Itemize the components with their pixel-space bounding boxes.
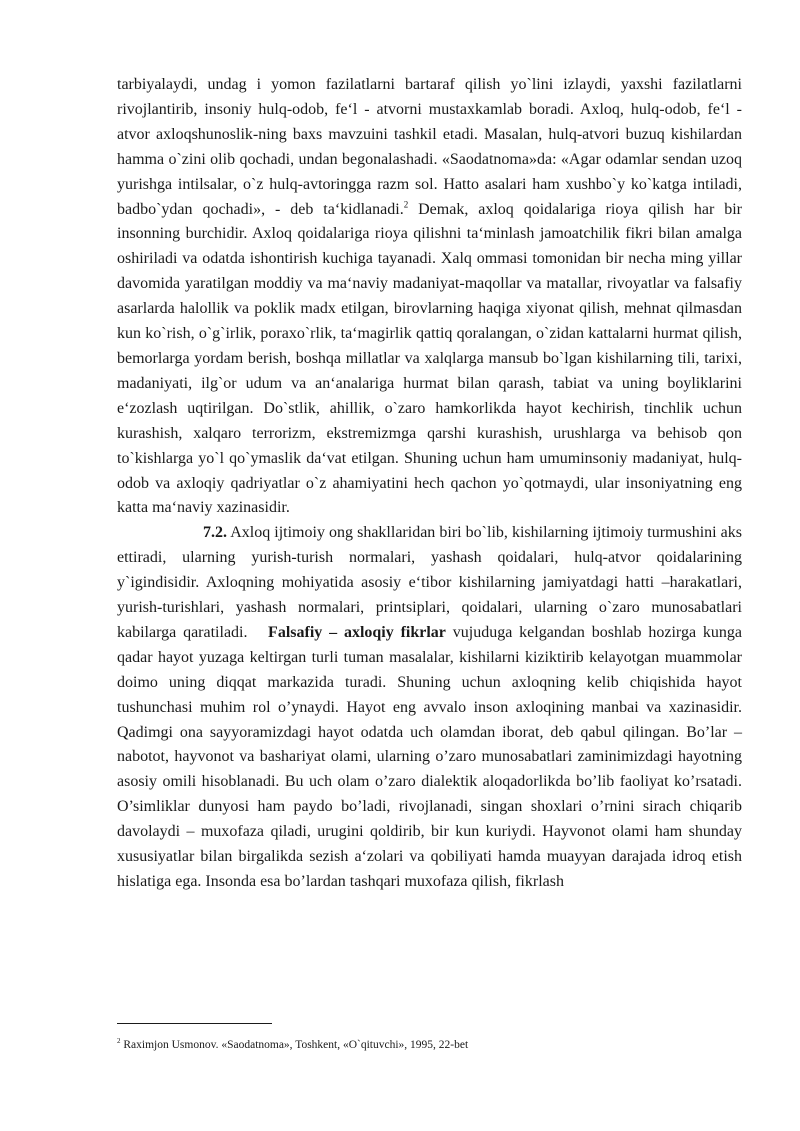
footnote-reference[interactable]: 2: [403, 199, 409, 210]
paragraph-text: tarbiyalaydi, undag i yomon fazilatlarni bartaraf qilish yo`lini izlaydi, yaxshi fazilatlarni rivojlantirib, insoniy hulq-odob, fe‘l - atvorni mustaxkamlab boradi. Axloq, hulq-odob, fe‘l - atvor axloqshunoslik-ning baxs mavzuini tashkil etadi. Masalan, hulq-atvori buzuq kishilardan hamma o`zini olib qochadi, undan begonalashadi. «Saodatnoma»da: «Agar odamlar sendan uzoq yurishga intilsalar, o`z hulq-avtoringga razm sol. Hatto asalari ham xushbo`y ko`katga intiladi, badbo`ydan qochadi», - deb ta‘kidlanadi.: [117, 76, 742, 218]
body-paragraph-2: [117, 521, 742, 895]
document-page: [117, 73, 742, 895]
footnote-text: Raximjon Usmonov. «Saodatnoma», Toshkent, «O`qituvchi», 1995, 22-bet: [120, 1039, 469, 1051]
footnote-marker: 2: [117, 1037, 121, 1046]
section-number: 7.2.: [203, 524, 227, 542]
paragraph-text: vujuduga kelgandan boshlab hozirga kunga qadar hayot yuzaga keltirgan turli tuman masalalar, kishilarni kiziktirib kelayotgan muammolar doimo uning diqqat markazida turadi. Shuning uchun axloqning kelib chiqishida hayot tushunchasi muhim rol o’ynaydi. Hayot eng avvalo inson axloqining manbai va xazinasidir. Qadimgi ona sayyoramizdagi hayot odatda uch olamdan iborat, deb qabul qilingan. Bo’lar – nabotot, hayvonot va bashariyat olami, ularning o’zaro munosabatlari zaminimizdagi hayotning asosiy omili hisoblanadi. Bu uch olam o’zaro dialektik aloqadorlikda bo’lib faoliyat ko’rsatadi. O’simliklar dunyosi ham paydo bo’ladi, rivojlanadi, singan shoxlari o’rnini sirach chiqarib davolaydi – muxofaza qiladi, urugini qoldirib, bir kun kuriydi. Hayvonot olami ham shunday xususiyatlar bilan birgalikda sezish a‘zolari va qobiliyati hamda muayyan darajada idroq etish hislatiga ega. Insonda esa bo’lardan tashqari muxofaza qilish, fikrlash: [117, 623, 743, 890]
bold-term: Falsafiy – axloqiy fikrlar: [268, 623, 446, 641]
paragraph-text: Axloq ijtimoiy ong shakllaridan biri bo`lib, kishilarning ijtimoiy turmushini aks ettiradi, ularning yurish-turish normalari, yashash qoidalari, hulq-atvor qoidalarining y`igindisidir. Axloqning mohiyatida asosiy e‘tibor kishilarning jamiyatdagi hatti –harakatlari, yurish-turishlari, yashash normalari, printsiplari, qoidalari, ularning o`zaro munosabatlari kabilarga qaratiladi.: [117, 524, 742, 641]
paragraph-text: Demak, axloq qoidalariga rioya qilish har bir insonning burchidir. Axloq qoidalariga rioya qilishni ta‘minlash jamoatchilik fikri bilan amalga oshiriladi va odatda ishontirish kuchiga tayanadi. Xalq ommasi tomonidan bir necha ming yillar davomida yaratilgan moddiy va ma‘naviy madaniyat-maqollar va matallar, rivoyatlar va falsafiy asarlarda halollik va poklik madx etilgan, birovlarning haqiga xiyonat qilish, mehnat qilmasdan kun ko`rish, o`g`irlik, poraxo`rlik, ta‘magirlik qattiq qoralangan, o`zidan kattalarni hurmat qilish, bemorlarga yordam berish, boshqa millatlar va xalqlarga mansub bo`lgan kishilarning tili, tarixi, madaniyati, ilg`or udum va an‘analariga hurmat bilan qarash, tabiat va uning boyliklarini e‘zozlash uqtirilgan. Do`stlik, ahillik, o`zaro hamkorlikda hayot kechirish, tinchlik uchun kurashish, xalqaro terrorizm, ekstremizmga qarshi kurashish, urushlarga va behisob qon to`kishlarga yo`l qo`ymaslik da‘vat etilgan. Shuning uchun ham umuminsoniy madaniyat, hulq-odob va axloqiy qadriyatlar o`z ahamiyatini hech qachon yo`qotmaydi, ular insoniyatning eng katta ma‘naviy xazinasidir.: [117, 200, 742, 517]
body-paragraph-1: [117, 73, 742, 521]
footnote: [117, 1038, 742, 1052]
footnote-divider: [117, 1023, 272, 1024]
